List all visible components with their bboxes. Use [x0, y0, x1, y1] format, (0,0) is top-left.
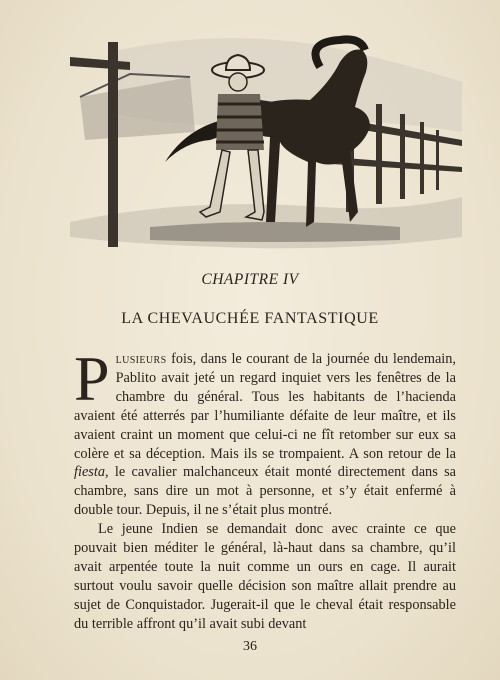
body-text [74, 343, 456, 634]
paragraph-1-smallcaps: lusieurs [115, 351, 167, 367]
chapter-number: CHAPITRE IV [201, 271, 299, 288]
drop-cap: P [74, 343, 110, 414]
boy-leading-horse-illustration [70, 22, 462, 257]
page-number: 36 [243, 639, 257, 654]
paragraph-1-italic: fiesta [74, 464, 105, 481]
paragraph-1-text-a: fois, dans le courant de la journée du lendemain, Pablito avait jeté un regard inquiet vers les fenêtres de la chambre du général. Tous les habitants de l’hacienda avaient été atterrés par l’humiliante défaite de leur maître, et ils avaient craint un moment que celui-ci ne fît retomber sur eux sa colère et sa déception. Mais ils se trompaient. A son retour de la [74, 351, 456, 462]
paragraph-2: Le jeune Indien se demandait donc avec crainte ce que pouvait bien méditer le général, là-haut dans sa chambre, qu’il avait arpentée toute la nuit comme un ours en cage. Il aurait surtout voulu savoir quelle décision son maître allait prendre au sujet de Conquistador. Jugerait-il que le cheval était responsable du terrible affront qu’il avait subi devant [74, 521, 456, 632]
chapter-title: LA CHEVAUCHÉE FANTASTIQUE [121, 310, 379, 327]
paragraph-1-text-b: , le cavalier malchanceux était monté directement dans sa chambre, sans dire un mot à personne, et s’y était enfermé à double tour. Depuis, il ne s’était plus montré. [74, 464, 456, 519]
paragraph-1 [74, 343, 456, 520]
